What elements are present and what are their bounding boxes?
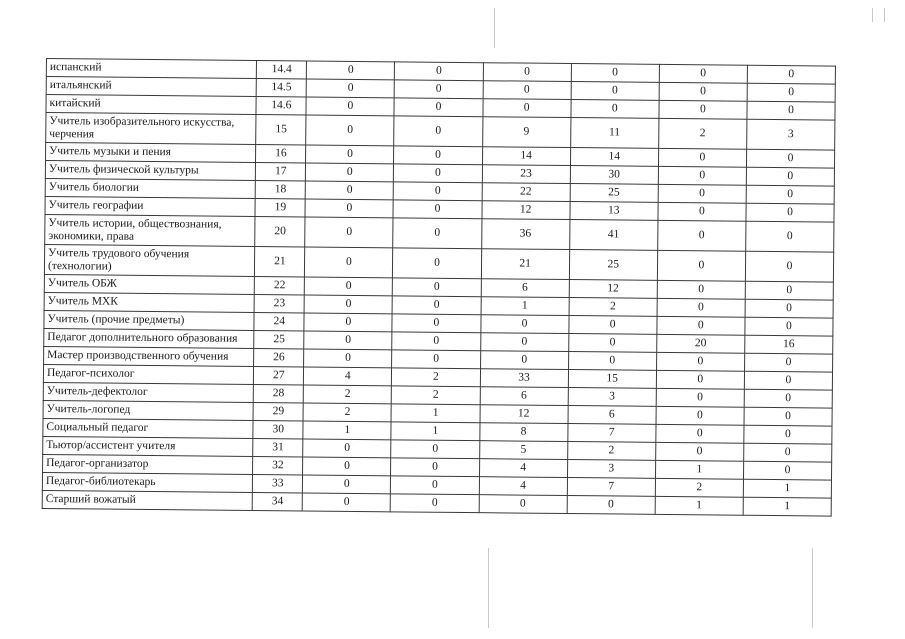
value-cell: 6 [480, 387, 568, 406]
value-cell: 0 [305, 277, 393, 296]
position-name-cell: Учитель изобразительного искусства, черчения [46, 113, 257, 145]
value-cell: 2 [655, 478, 743, 497]
value-cell: 0 [483, 63, 571, 82]
value-cell: 3 [567, 460, 655, 479]
row-number-cell: 15 [256, 115, 306, 145]
value-cell: 0 [744, 425, 832, 444]
value-cell: 0 [392, 296, 480, 315]
scan-artifact-line [872, 8, 873, 22]
position-name-cell: испанский [46, 59, 256, 79]
value-cell: 0 [304, 349, 392, 368]
value-cell: 0 [393, 278, 481, 297]
value-cell: 0 [746, 167, 834, 186]
value-cell: 0 [303, 457, 391, 476]
row-number-cell: 28 [253, 385, 303, 403]
position-name-cell: Учитель МХК [44, 292, 254, 312]
value-cell: 0 [659, 64, 747, 83]
value-cell: 2 [304, 385, 392, 404]
value-cell: 0 [746, 203, 834, 222]
value-cell: 0 [392, 314, 480, 333]
row-number-cell: 14.5 [256, 79, 306, 97]
value-cell: 2 [392, 368, 480, 387]
row-number-cell: 30 [253, 421, 303, 439]
value-cell: 0 [658, 184, 746, 203]
value-cell: 0 [657, 316, 745, 335]
value-cell: 0 [395, 80, 483, 99]
value-cell: 0 [571, 100, 659, 119]
value-cell: 2 [303, 403, 391, 422]
value-cell: 0 [658, 202, 746, 221]
value-cell: 41 [569, 220, 657, 251]
value-cell: 0 [393, 218, 481, 249]
value-cell: 0 [306, 115, 394, 146]
value-cell: 0 [391, 458, 479, 477]
position-name-cell: Педагог дополнительного образования [44, 328, 254, 348]
value-cell: 0 [483, 99, 571, 118]
value-cell: 13 [570, 202, 658, 221]
value-cell: 0 [569, 316, 657, 335]
value-cell: 0 [747, 65, 835, 84]
value-cell: 0 [483, 81, 571, 100]
value-cell: 12 [480, 405, 568, 424]
row-number-cell: 33 [253, 475, 303, 493]
position-name-cell: Педагог-организатор [43, 454, 253, 474]
value-cell: 0 [571, 64, 659, 83]
value-cell: 0 [658, 166, 746, 185]
value-cell: 0 [657, 280, 745, 299]
value-cell: 0 [746, 185, 834, 204]
value-cell: 7 [567, 478, 655, 497]
row-number-cell: 27 [254, 367, 304, 385]
value-cell: 6 [481, 279, 569, 298]
row-number-cell: 14.6 [256, 97, 306, 115]
value-cell: 0 [746, 221, 834, 252]
value-cell: 5 [479, 441, 567, 460]
value-cell: 1 [655, 496, 743, 515]
position-name-cell: Социальный педагог [43, 418, 253, 438]
value-cell: 0 [303, 475, 391, 494]
position-name-cell: Учитель (прочие предметы) [44, 310, 254, 330]
value-cell: 7 [567, 424, 655, 443]
value-cell: 0 [744, 407, 832, 426]
value-cell: 0 [658, 148, 746, 167]
value-cell: 1 [391, 422, 479, 441]
value-cell: 0 [659, 82, 747, 101]
value-cell: 0 [655, 442, 743, 461]
value-cell: 0 [303, 439, 391, 458]
position-name-cell: Учитель музыки и пения [46, 143, 256, 163]
value-cell: 0 [392, 332, 480, 351]
value-cell: 23 [482, 165, 570, 184]
scan-artifact-line [812, 548, 813, 628]
value-cell: 0 [568, 334, 656, 353]
value-cell: 0 [305, 199, 393, 218]
value-cell: 0 [744, 443, 832, 462]
value-cell: 0 [657, 220, 745, 251]
position-name-cell: Старший вожатый [42, 490, 252, 510]
value-cell: 1 [303, 421, 391, 440]
position-name-cell: Тьютор/ассистент учителя [43, 436, 253, 456]
value-cell: 25 [569, 250, 657, 281]
value-cell: 0 [391, 494, 479, 513]
value-cell: 0 [745, 317, 833, 336]
position-name-cell: Учитель ОБЖ [44, 274, 254, 294]
value-cell: 0 [306, 163, 394, 182]
value-cell: 0 [394, 116, 482, 147]
staff-table [42, 58, 836, 517]
value-cell: 0 [305, 247, 393, 278]
value-cell: 0 [656, 388, 744, 407]
position-name-cell: Учитель географии [45, 196, 255, 216]
value-cell: 0 [394, 164, 482, 183]
position-name-cell: итальянский [46, 77, 256, 97]
value-cell: 15 [568, 370, 656, 389]
row-number-cell: 25 [254, 331, 304, 349]
row-number-cell: 22 [255, 277, 305, 295]
value-cell: 3 [568, 388, 656, 407]
value-cell: 14 [570, 148, 658, 167]
row-number-cell: 20 [255, 217, 305, 247]
value-cell: 0 [745, 281, 833, 300]
value-cell: 2 [392, 386, 480, 405]
value-cell: 2 [658, 118, 746, 149]
value-cell: 0 [395, 62, 483, 81]
position-name-cell: Педагог-библиотекарь [42, 472, 252, 492]
document-page [42, 58, 836, 517]
value-cell: 0 [302, 493, 390, 512]
position-name-cell: Педагог-психолог [43, 364, 253, 384]
value-cell: 0 [657, 250, 745, 281]
value-cell: 0 [306, 97, 394, 116]
value-cell: 0 [743, 461, 831, 480]
value-cell: 0 [744, 371, 832, 390]
value-cell: 0 [392, 350, 480, 369]
value-cell: 0 [746, 149, 834, 168]
value-cell: 22 [482, 183, 570, 202]
position-name-cell: Учитель физической культуры [45, 161, 255, 181]
value-cell: 0 [393, 248, 481, 279]
scan-artifact-line [884, 8, 885, 22]
value-cell: 36 [481, 219, 569, 250]
scan-artifact-line [488, 548, 489, 628]
value-cell: 0 [656, 424, 744, 443]
value-cell: 1 [481, 297, 569, 316]
value-cell: 1 [743, 479, 831, 498]
row-number-cell: 21 [255, 247, 305, 277]
value-cell: 0 [394, 146, 482, 165]
value-cell: 0 [568, 352, 656, 371]
row-number-cell: 19 [255, 199, 305, 217]
value-cell: 0 [394, 98, 482, 117]
value-cell: 1 [391, 404, 479, 423]
value-cell: 12 [482, 201, 570, 220]
value-cell: 0 [744, 353, 832, 372]
row-number-cell: 32 [253, 457, 303, 475]
value-cell: 0 [745, 299, 833, 318]
value-cell: 11 [570, 118, 658, 149]
value-cell: 0 [657, 298, 745, 317]
value-cell: 4 [479, 459, 567, 478]
position-name-cell: Учитель истории, обществознания, экономики, права [45, 214, 256, 246]
value-cell: 0 [304, 331, 392, 350]
row-number-cell: 18 [255, 181, 305, 199]
row-number-cell: 31 [253, 439, 303, 457]
row-number-cell: 16 [256, 145, 306, 163]
position-name-cell: Учитель-логопед [43, 400, 253, 420]
value-cell: 0 [306, 79, 394, 98]
value-cell: 0 [656, 370, 744, 389]
value-cell: 2 [567, 442, 655, 461]
value-cell: 0 [659, 100, 747, 119]
row-number-cell: 14.4 [257, 61, 307, 79]
value-cell: 0 [305, 181, 393, 200]
value-cell: 0 [394, 182, 482, 201]
row-number-cell: 23 [254, 295, 304, 313]
row-number-cell: 34 [252, 493, 302, 511]
value-cell: 8 [479, 423, 567, 442]
value-cell: 2 [569, 298, 657, 317]
row-number-cell: 29 [253, 403, 303, 421]
value-cell: 4 [304, 367, 392, 386]
staff-table-body [42, 59, 835, 517]
scan-artifact-line [494, 8, 495, 48]
value-cell: 14 [482, 147, 570, 166]
value-cell: 1 [655, 460, 743, 479]
value-cell: 0 [304, 313, 392, 332]
position-name-cell: Учитель биологии [45, 178, 255, 198]
value-cell: 3 [747, 119, 835, 150]
value-cell: 6 [568, 406, 656, 425]
value-cell: 0 [393, 200, 481, 219]
value-cell: 0 [304, 295, 392, 314]
value-cell: 0 [747, 83, 835, 102]
value-cell: 0 [391, 476, 479, 495]
value-cell: 0 [391, 440, 479, 459]
value-cell: 0 [571, 82, 659, 101]
position-name-cell: китайский [46, 95, 256, 115]
value-cell: 9 [482, 117, 570, 148]
position-name-cell: Учитель трудового обучения (технологии) [44, 244, 255, 276]
value-cell: 0 [480, 351, 568, 370]
position-name-cell: Мастер производственного обучения [44, 346, 254, 366]
value-cell: 16 [745, 335, 833, 354]
row-number-cell: 26 [254, 349, 304, 367]
row-number-cell: 24 [254, 313, 304, 331]
value-cell: 0 [307, 61, 395, 80]
value-cell: 0 [567, 496, 655, 515]
value-cell: 0 [744, 389, 832, 408]
value-cell: 0 [306, 145, 394, 164]
value-cell: 20 [656, 334, 744, 353]
value-cell: 1 [743, 497, 831, 516]
value-cell: 33 [480, 369, 568, 388]
position-name-cell: Учитель-дефектолог [43, 382, 253, 402]
value-cell: 12 [569, 280, 657, 299]
value-cell: 0 [480, 333, 568, 352]
value-cell: 0 [747, 101, 835, 120]
value-cell: 0 [745, 251, 833, 282]
value-cell: 0 [479, 495, 567, 514]
value-cell: 30 [570, 166, 658, 185]
value-cell: 21 [481, 249, 569, 280]
value-cell: 0 [656, 352, 744, 371]
value-cell: 0 [656, 406, 744, 425]
value-cell: 0 [305, 217, 393, 248]
value-cell: 4 [479, 477, 567, 496]
row-number-cell: 17 [256, 163, 306, 181]
value-cell: 25 [570, 184, 658, 203]
value-cell: 0 [480, 315, 568, 334]
